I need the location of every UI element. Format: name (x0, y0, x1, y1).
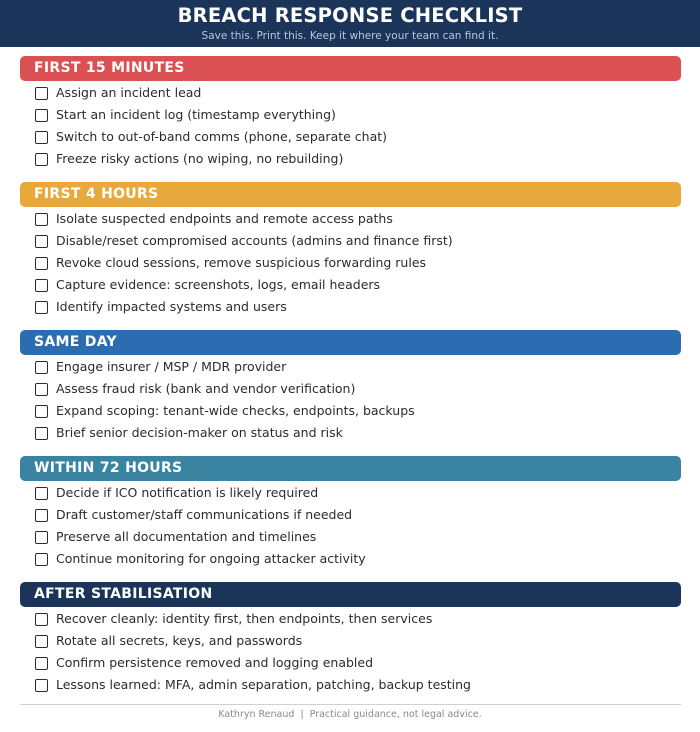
checklist-item[interactable] (20, 126, 681, 148)
header-banner (0, 0, 700, 47)
checklist-item-label: Assess fraud risk (bank and vendor verification) (56, 381, 356, 396)
checkbox[interactable] (35, 361, 48, 374)
checklist-item[interactable] (20, 630, 681, 652)
section-title: FIRST 15 MINUTES (20, 56, 681, 81)
checklist-item[interactable] (20, 230, 681, 252)
checkbox[interactable] (35, 531, 48, 544)
footer (0, 709, 700, 720)
checkbox[interactable] (35, 109, 48, 122)
checklist (20, 82, 681, 170)
checkbox[interactable] (35, 131, 48, 144)
checklist-item-label: Identify impacted systems and users (56, 299, 287, 314)
footer-author: Kathryn Renaud (218, 709, 295, 720)
checkbox[interactable] (35, 635, 48, 648)
checklist-item-label: Assign an incident lead (56, 85, 202, 100)
checklist-item[interactable] (20, 82, 681, 104)
checkbox[interactable] (35, 657, 48, 670)
checklist-item-label: Start an incident log (timestamp everything) (56, 107, 336, 122)
checklist-item[interactable] (20, 104, 681, 126)
checklist-item[interactable] (20, 356, 681, 378)
section-first-15-minutes (20, 56, 681, 170)
checklist-item-label: Disable/reset compromised accounts (admins and finance first) (56, 233, 453, 248)
checkbox[interactable] (35, 235, 48, 248)
page-subtitle: Save this. Print this. Keep it where your team can find it. (201, 30, 499, 42)
checklist-item[interactable] (20, 148, 681, 170)
checklist-item-label: Expand scoping: tenant-wide checks, endpoints, backups (56, 403, 415, 418)
checklist-item-label: Decide if ICO notification is likely required (56, 485, 319, 500)
checklist-item[interactable] (20, 548, 681, 570)
section-after-stabilisation (20, 582, 681, 696)
checklist-item[interactable] (20, 274, 681, 296)
checkbox[interactable] (35, 213, 48, 226)
checkbox[interactable] (35, 679, 48, 692)
checklist-item-label: Lessons learned: MFA, admin separation, patching, backup testing (56, 677, 471, 692)
checkbox[interactable] (35, 257, 48, 270)
checklist (20, 356, 681, 444)
checklist-item[interactable] (20, 504, 681, 526)
checklist-item-label: Rotate all secrets, keys, and passwords (56, 633, 303, 648)
checkbox[interactable] (35, 553, 48, 566)
checklist-item-label: Brief senior decision-maker on status and risk (56, 425, 343, 440)
section-title: WITHIN 72 HOURS (20, 456, 681, 481)
checklist-item-label: Capture evidence: screenshots, logs, email headers (56, 277, 381, 292)
checklist-item-label: Confirm persistence removed and logging enabled (56, 655, 374, 670)
checklist-item[interactable] (20, 252, 681, 274)
checkbox[interactable] (35, 301, 48, 314)
checklist-item[interactable] (20, 400, 681, 422)
checklist-item-label: Recover cleanly: identity first, then endpoints, then services (56, 611, 433, 626)
checklist-item[interactable] (20, 482, 681, 504)
footer-separator: | (300, 709, 304, 720)
section-within-72-hours (20, 456, 681, 570)
checkbox[interactable] (35, 613, 48, 626)
checkbox[interactable] (35, 279, 48, 292)
checklist-item[interactable] (20, 296, 681, 318)
checklist-item-label: Revoke cloud sessions, remove suspicious forwarding rules (56, 255, 427, 270)
checklist (20, 482, 681, 570)
checklist-item-label: Isolate suspected endpoints and remote access paths (56, 211, 393, 226)
checkbox[interactable] (35, 87, 48, 100)
checklist-item-label: Freeze risky actions (no wiping, no rebuilding) (56, 151, 344, 166)
checklist (20, 208, 681, 318)
section-title: SAME DAY (20, 330, 681, 355)
checklist-item[interactable] (20, 674, 681, 696)
checklist-item[interactable] (20, 652, 681, 674)
checkbox[interactable] (35, 509, 48, 522)
checkbox[interactable] (35, 427, 48, 440)
checklist-item[interactable] (20, 208, 681, 230)
section-first-4-hours (20, 182, 681, 318)
checkbox[interactable] (35, 153, 48, 166)
checklist-item[interactable] (20, 526, 681, 548)
page-title: BREACH RESPONSE CHECKLIST (177, 4, 523, 27)
section-title: AFTER STABILISATION (20, 582, 681, 607)
checklist-item[interactable] (20, 422, 681, 444)
checklist-item-label: Continue monitoring for ongoing attacker activity (56, 551, 366, 566)
checklist-item[interactable] (20, 608, 681, 630)
section-title: FIRST 4 HOURS (20, 182, 681, 207)
checkbox[interactable] (35, 487, 48, 500)
checklist-item-label: Switch to out-of-band comms (phone, separate chat) (56, 129, 388, 144)
checkbox[interactable] (35, 405, 48, 418)
checklist-item-label: Preserve all documentation and timelines (56, 529, 317, 544)
checklist-item-label: Engage insurer / MSP / MDR provider (56, 359, 287, 374)
checklist-item[interactable] (20, 378, 681, 400)
footer-note: Practical guidance, not legal advice. (309, 709, 482, 720)
checkbox[interactable] (35, 383, 48, 396)
checklist (20, 608, 681, 696)
section-same-day (20, 330, 681, 444)
checklist-item-label: Draft customer/staff communications if needed (56, 507, 353, 522)
footer-divider (20, 704, 681, 705)
